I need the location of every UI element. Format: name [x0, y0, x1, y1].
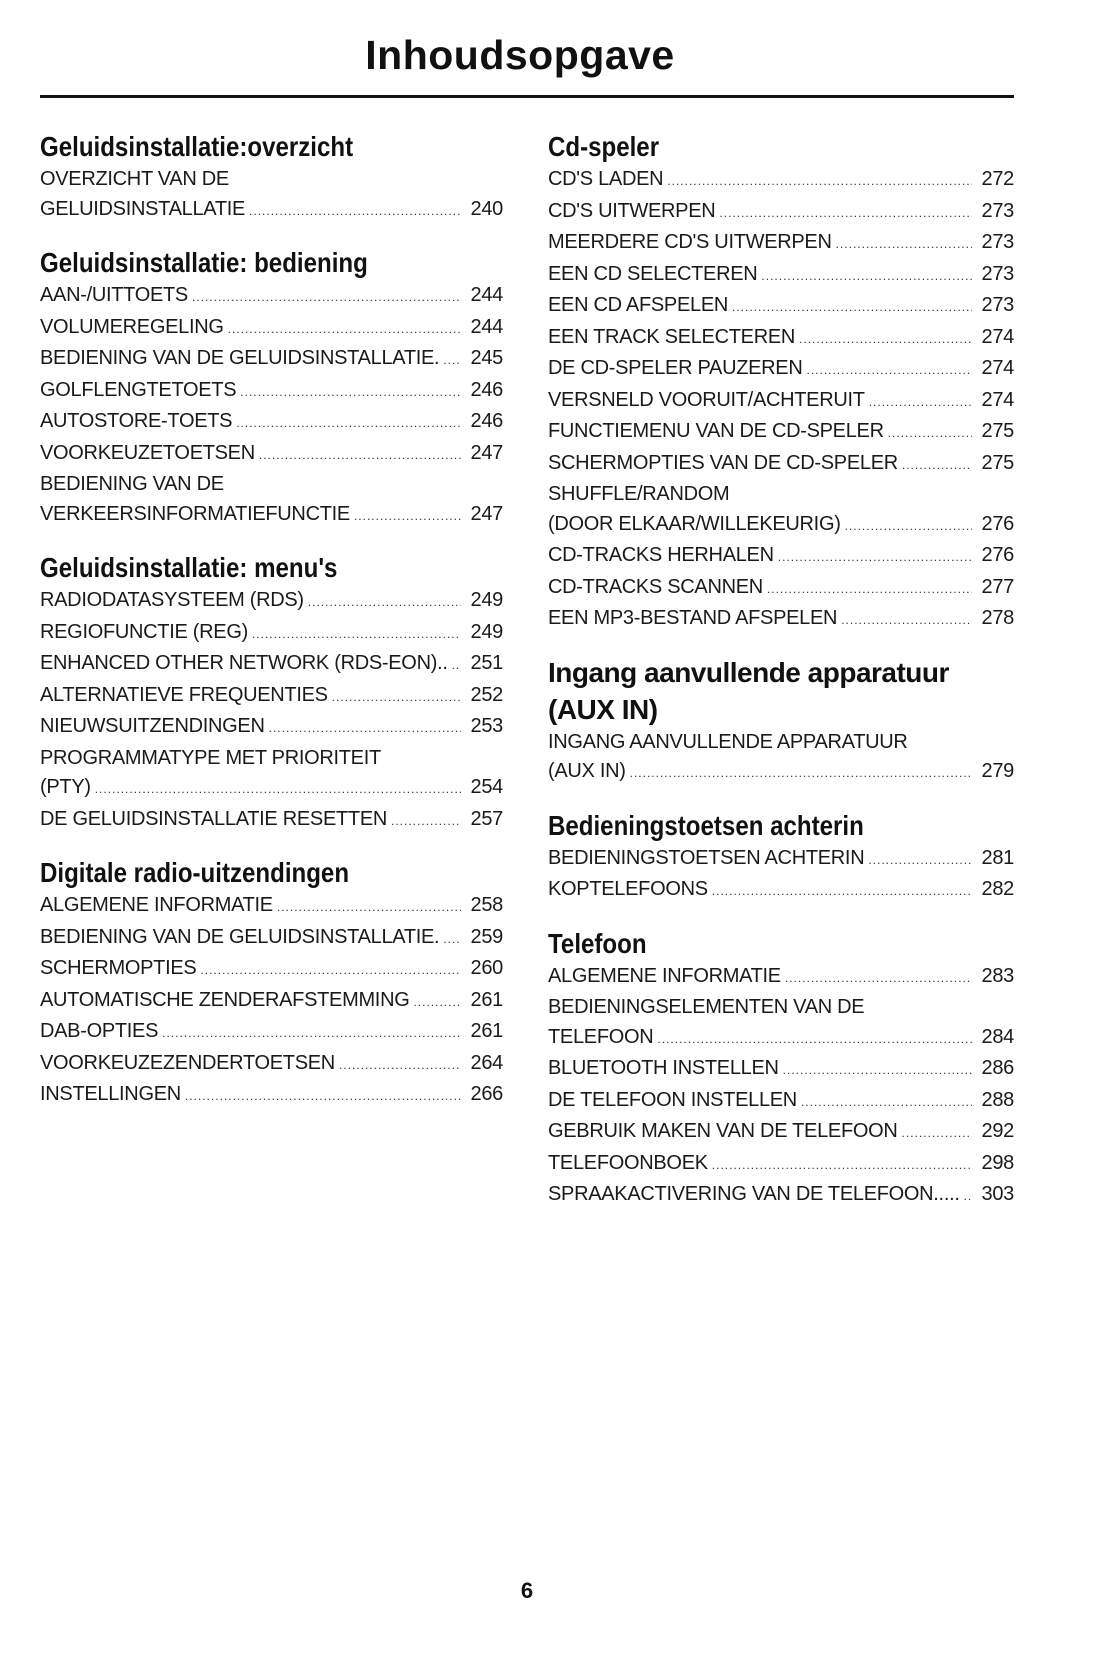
- toc-entry-list: [40, 281, 503, 531]
- toc-column-left: [40, 128, 503, 1130]
- toc-entry[interactable]: [40, 586, 503, 618]
- toc-column-right: [548, 128, 1014, 1230]
- toc-section: [40, 128, 503, 226]
- title-divider: [40, 95, 1014, 98]
- toc-entry-page: 244: [470, 315, 503, 338]
- toc-entry[interactable]: [548, 197, 1014, 229]
- toc-entry-list: [40, 586, 503, 836]
- toc-entry-list: [40, 165, 503, 226]
- toc-entry-label: NIEUWSUITZENDINGEN: [40, 715, 265, 737]
- toc-entry-page: 261: [470, 988, 503, 1011]
- toc-entry[interactable]: [40, 313, 503, 345]
- toc-entry-label: DAB-OPTIES: [40, 1020, 159, 1042]
- dot-leader: [332, 683, 461, 713]
- toc-entry-label: VERKEERSINFORMATIEFUNCTIE: [40, 502, 350, 525]
- toc-entry-list: [548, 728, 1014, 789]
- toc-entry-page: 276: [981, 544, 1014, 566]
- toc-entry-label: ENHANCED OTHER NETWORK (RDS-EON)..: [40, 652, 448, 674]
- toc-entry-page: 272: [981, 168, 1014, 190]
- toc-entry-label: RADIODATASYSTEEM (RDS): [40, 589, 304, 611]
- toc-entry[interactable]: [40, 649, 503, 681]
- dot-leader: [778, 543, 972, 573]
- dot-leader: [249, 197, 461, 227]
- toc-entry-page: 273: [981, 231, 1014, 253]
- toc-entry-label: VERSNELD VOORUIT/ACHTERUIT: [548, 388, 865, 411]
- toc-entry-page: 251: [470, 652, 503, 674]
- dot-leader: [869, 388, 972, 418]
- toc-entry[interactable]: [40, 986, 503, 1018]
- toc-entry-label-line: BEDIENING VAN DE: [40, 473, 224, 495]
- toc-entry-page: 282: [981, 878, 1014, 900]
- toc-entry-label: FUNCTIEMENU VAN DE CD-SPELER: [548, 420, 884, 442]
- toc-entry[interactable]: [548, 962, 1014, 994]
- dot-leader: [868, 846, 972, 876]
- toc-entry[interactable]: [548, 386, 1014, 418]
- toc-entry-label: VOORKEUZETOETSEN: [40, 441, 255, 464]
- toc-entry-label: DE TELEFOON INSTELLEN: [548, 1088, 797, 1111]
- dot-leader: [761, 262, 972, 292]
- section-heading: Geluidsinstallatie:overzicht: [40, 131, 354, 162]
- toc-entry[interactable]: [548, 541, 1014, 573]
- dot-leader: [902, 451, 972, 481]
- dot-leader: [443, 346, 461, 376]
- toc-entry-label: ALTERNATIEVE FREQUENTIES: [40, 683, 328, 706]
- toc-entry-page: 277: [981, 575, 1014, 598]
- toc-entry-label-line: PROGRAMMATYPE MET PRIORITEIT: [40, 746, 381, 769]
- dot-leader: [841, 606, 972, 636]
- toc-entry-label: GEBRUIK MAKEN VAN DE TELEFOON: [548, 1120, 898, 1142]
- toc-entry-page: 266: [470, 1083, 503, 1105]
- dot-leader: [799, 325, 972, 355]
- toc-entry-label: DE CD-SPELER PAUZEREN: [548, 357, 803, 379]
- toc-entry[interactable]: [548, 1149, 1014, 1181]
- toc-entry[interactable]: [548, 354, 1014, 386]
- toc-entry[interactable]: [548, 1180, 1014, 1212]
- dot-leader: [902, 1119, 972, 1149]
- toc-entry-page: 281: [981, 846, 1014, 869]
- dot-leader: [185, 1082, 461, 1112]
- toc-section: [548, 654, 1014, 789]
- toc-entry-label: CD'S UITWERPEN: [548, 199, 716, 222]
- toc-entry-label: (PTY): [40, 776, 91, 798]
- toc-entry[interactable]: [548, 1086, 1014, 1118]
- toc-entry[interactable]: [40, 744, 503, 805]
- toc-entry-list: [40, 891, 503, 1112]
- toc-entry-label: TELEFOON: [548, 1025, 654, 1048]
- toc-entry-label: CD'S LADEN: [548, 168, 664, 190]
- toc-entry[interactable]: [40, 281, 503, 313]
- toc-entry[interactable]: [548, 1117, 1014, 1149]
- section-heading: Geluidsinstallatie: bediening: [40, 247, 368, 278]
- toc-entry-page: 258: [470, 894, 503, 916]
- section-heading: Telefoon: [548, 927, 647, 959]
- toc-entry-label: GELUIDSINSTALLATIE: [40, 197, 246, 220]
- toc-entry[interactable]: [40, 618, 503, 650]
- toc-entry[interactable]: [40, 376, 503, 408]
- toc-entry[interactable]: [40, 805, 503, 837]
- toc-entry-label: VOORKEUZEZENDERTOETSEN: [40, 1051, 335, 1074]
- toc-entry-label: TELEFOONBOEK: [548, 1151, 708, 1174]
- dot-leader: [308, 588, 461, 618]
- toc-entry[interactable]: [548, 260, 1014, 292]
- toc-entry[interactable]: [548, 291, 1014, 323]
- toc-entry[interactable]: [548, 993, 1014, 1054]
- dot-leader: [657, 1025, 972, 1055]
- dot-leader: [259, 441, 461, 471]
- toc-entry[interactable]: [40, 407, 503, 439]
- toc-entry-page: 246: [470, 410, 503, 432]
- dot-leader: [339, 1051, 461, 1081]
- toc-entry-label-line: SHUFFLE/RANDOM: [548, 483, 730, 505]
- toc-entry-label: BEDIENINGSTOETSEN ACHTERIN: [548, 846, 865, 869]
- toc-entry-label: VOLUMEREGELING: [40, 315, 224, 338]
- toc-entry-page: 253: [470, 715, 503, 737]
- toc-entry-page: 249: [470, 589, 503, 611]
- toc-entry[interactable]: [40, 1017, 503, 1049]
- dot-leader: [192, 283, 461, 313]
- dot-leader: [836, 230, 972, 260]
- toc-entry-label: (DOOR ELKAAR/WILLEKEURIG): [548, 512, 841, 535]
- toc-entry-page: 261: [470, 1020, 503, 1042]
- dot-leader: [236, 409, 461, 439]
- toc-entry-page: 247: [470, 502, 503, 525]
- toc-entry-label: BLUETOOTH INSTELLEN: [548, 1057, 779, 1079]
- toc-entry-page: 286: [981, 1057, 1014, 1079]
- toc-entry-page: 246: [470, 378, 503, 401]
- toc-entry-label: AUTOMATISCHE ZENDERAFSTEMMING: [40, 988, 410, 1011]
- dot-leader: [200, 956, 461, 986]
- toc-section: [548, 925, 1014, 1212]
- toc-entry[interactable]: [548, 323, 1014, 355]
- dot-leader: [252, 620, 461, 650]
- dot-leader: [630, 759, 972, 789]
- dot-leader: [888, 419, 972, 449]
- toc-entry-page: 303: [981, 1183, 1014, 1205]
- toc-entry-label: EEN MP3-BESTAND AFSPELEN: [548, 607, 838, 629]
- section-heading: Ingang aanvullende apparatuur (AUX IN): [548, 656, 949, 725]
- toc-entry-label: CD-TRACKS SCANNEN: [548, 575, 763, 598]
- dot-leader: [443, 925, 461, 955]
- toc-entry[interactable]: [40, 165, 503, 226]
- toc-entry-page: 273: [981, 262, 1014, 285]
- toc-entry[interactable]: [548, 1054, 1014, 1086]
- toc-entry[interactable]: [548, 449, 1014, 481]
- dot-leader: [162, 1019, 461, 1049]
- toc-entry[interactable]: [548, 417, 1014, 449]
- dot-leader: [413, 988, 461, 1018]
- toc-section: [40, 244, 503, 531]
- toc-entry[interactable]: [548, 480, 1014, 541]
- toc-entry-label: EEN CD AFSPELEN: [548, 294, 729, 316]
- dot-leader: [712, 877, 972, 907]
- toc-entry-list: [548, 962, 1014, 1212]
- toc-entry-page: 260: [470, 957, 503, 979]
- toc-entry-label: MEERDERE CD'S UITWERPEN: [548, 231, 832, 253]
- toc-entry[interactable]: [40, 470, 503, 531]
- toc-entry-page: 257: [470, 807, 503, 830]
- dot-leader: [785, 964, 972, 994]
- toc-entry-label: ALGEMENE INFORMATIE: [40, 894, 273, 916]
- toc-entry-label: ALGEMENE INFORMATIE: [548, 964, 781, 987]
- toc-entry-label: DE GELUIDSINSTALLATIE RESETTEN: [40, 807, 388, 830]
- toc-entry-page: 275: [981, 420, 1014, 442]
- toc-entry-label: INSTELLINGEN: [40, 1083, 181, 1105]
- toc-entry-page: 273: [981, 294, 1014, 316]
- toc-entry-list: [548, 165, 1014, 636]
- toc-entry[interactable]: [40, 923, 503, 955]
- dot-leader: [269, 714, 461, 744]
- toc-entry[interactable]: [40, 1080, 503, 1112]
- toc-entry-page: 283: [981, 964, 1014, 987]
- toc-entry-label: GOLFLENGTETOETS: [40, 378, 237, 401]
- dot-leader: [732, 293, 972, 323]
- toc-entry-page: 275: [981, 451, 1014, 474]
- toc-entry-page: 249: [470, 620, 503, 643]
- page-title: Inhoudsopgave: [365, 32, 675, 78]
- dot-leader: [807, 356, 973, 386]
- toc-entry-label: SCHERMOPTIES: [40, 957, 197, 979]
- toc-entry[interactable]: [40, 681, 503, 713]
- toc-entry[interactable]: [548, 228, 1014, 260]
- toc-entry-page: 259: [470, 925, 503, 948]
- toc-section: [548, 128, 1014, 636]
- toc-entry-page: 274: [981, 325, 1014, 348]
- dot-leader: [95, 775, 461, 805]
- toc-entry-page: 298: [981, 1151, 1014, 1174]
- toc-entry-page: 273: [981, 199, 1014, 222]
- toc-entry-label: REGIOFUNCTIE (REG): [40, 620, 248, 643]
- dot-leader: [719, 199, 972, 229]
- toc-entry-page: 279: [981, 760, 1014, 782]
- dot-leader: [277, 893, 461, 923]
- toc-entry-page: 274: [981, 388, 1014, 411]
- dot-leader: [667, 167, 972, 197]
- toc-entry[interactable]: [548, 875, 1014, 907]
- dot-leader: [228, 315, 461, 345]
- toc-entry-label: BEDIENING VAN DE GELUIDSINSTALLATIE.: [40, 925, 440, 948]
- toc-entry-page: 292: [981, 1120, 1014, 1142]
- toc-entry[interactable]: [40, 712, 503, 744]
- toc-entry[interactable]: [548, 604, 1014, 636]
- toc-entry-label: CD-TRACKS HERHALEN: [548, 544, 774, 566]
- page-number: 6: [520, 1578, 534, 1603]
- toc-entry-label: EEN TRACK SELECTEREN: [548, 325, 796, 348]
- toc-entry[interactable]: [548, 844, 1014, 876]
- toc-entry-page: 288: [981, 1088, 1014, 1111]
- toc-entry-label-line: OVERZICHT VAN DE: [40, 168, 229, 190]
- toc-entry-label-line: BEDIENINGSELEMENTEN VAN DE: [548, 996, 865, 1018]
- toc-entry-label: SPRAAKACTIVERING VAN DE TELEFOON.....: [548, 1183, 960, 1205]
- dot-leader: [240, 378, 461, 408]
- dot-leader: [783, 1056, 972, 1086]
- toc-entry[interactable]: [548, 165, 1014, 197]
- section-heading: Cd-speler: [548, 131, 660, 162]
- toc-entry-page: 252: [470, 683, 503, 706]
- toc-entry-label-line: INGANG AANVULLENDE APPARATUUR: [548, 730, 908, 753]
- toc-entry[interactable]: [40, 439, 503, 471]
- toc-entry-page: 254: [470, 776, 503, 798]
- dot-leader: [801, 1088, 972, 1118]
- toc-entry[interactable]: [40, 891, 503, 923]
- toc-entry[interactable]: [40, 1049, 503, 1081]
- dot-leader: [354, 502, 461, 532]
- dot-leader: [964, 1182, 972, 1212]
- toc-entry[interactable]: [40, 344, 503, 376]
- dot-leader: [391, 807, 461, 837]
- dot-leader: [767, 575, 972, 605]
- toc-entry-label: EEN CD SELECTEREN: [548, 262, 758, 285]
- toc-entry-label: (AUX IN): [548, 760, 626, 782]
- toc-entry-page: 245: [470, 347, 503, 369]
- toc-entry-label: AUTOSTORE-TOETS: [40, 410, 233, 432]
- dot-leader: [845, 512, 972, 542]
- section-heading: Digitale radio-uitzendingen: [40, 857, 350, 888]
- toc-entry-page: 284: [981, 1025, 1014, 1048]
- toc-entry-label: AAN-/UITTOETS: [40, 284, 188, 306]
- toc-entry-page: 264: [470, 1051, 503, 1074]
- toc-entry-list: [548, 844, 1014, 907]
- toc-entry-page: 276: [981, 512, 1014, 535]
- toc-entry-label: SCHERMOPTIES VAN DE CD-SPELER: [548, 451, 898, 474]
- toc-entry-label: BEDIENING VAN DE GELUIDSINSTALLATIE.: [40, 347, 440, 369]
- toc-entry[interactable]: [548, 728, 1014, 789]
- dot-leader: [712, 1151, 972, 1181]
- dot-leader: [452, 651, 461, 681]
- toc-entry-page: 278: [981, 607, 1014, 629]
- section-heading: Geluidsinstallatie: menu's: [40, 552, 338, 583]
- section-heading: Bedieningstoetsen achterin: [548, 809, 864, 841]
- toc-entry-label: KOPTELEFOONS: [548, 878, 708, 900]
- toc-entry-page: 274: [981, 357, 1014, 379]
- toc-section: [40, 854, 503, 1112]
- toc-section: [548, 807, 1014, 907]
- toc-entry-page: 244: [470, 284, 503, 306]
- toc-section: [40, 549, 503, 836]
- toc-entry[interactable]: [548, 573, 1014, 605]
- toc-entry[interactable]: [40, 954, 503, 986]
- toc-entry-page: 240: [470, 197, 503, 220]
- toc-entry-page: 247: [470, 441, 503, 464]
